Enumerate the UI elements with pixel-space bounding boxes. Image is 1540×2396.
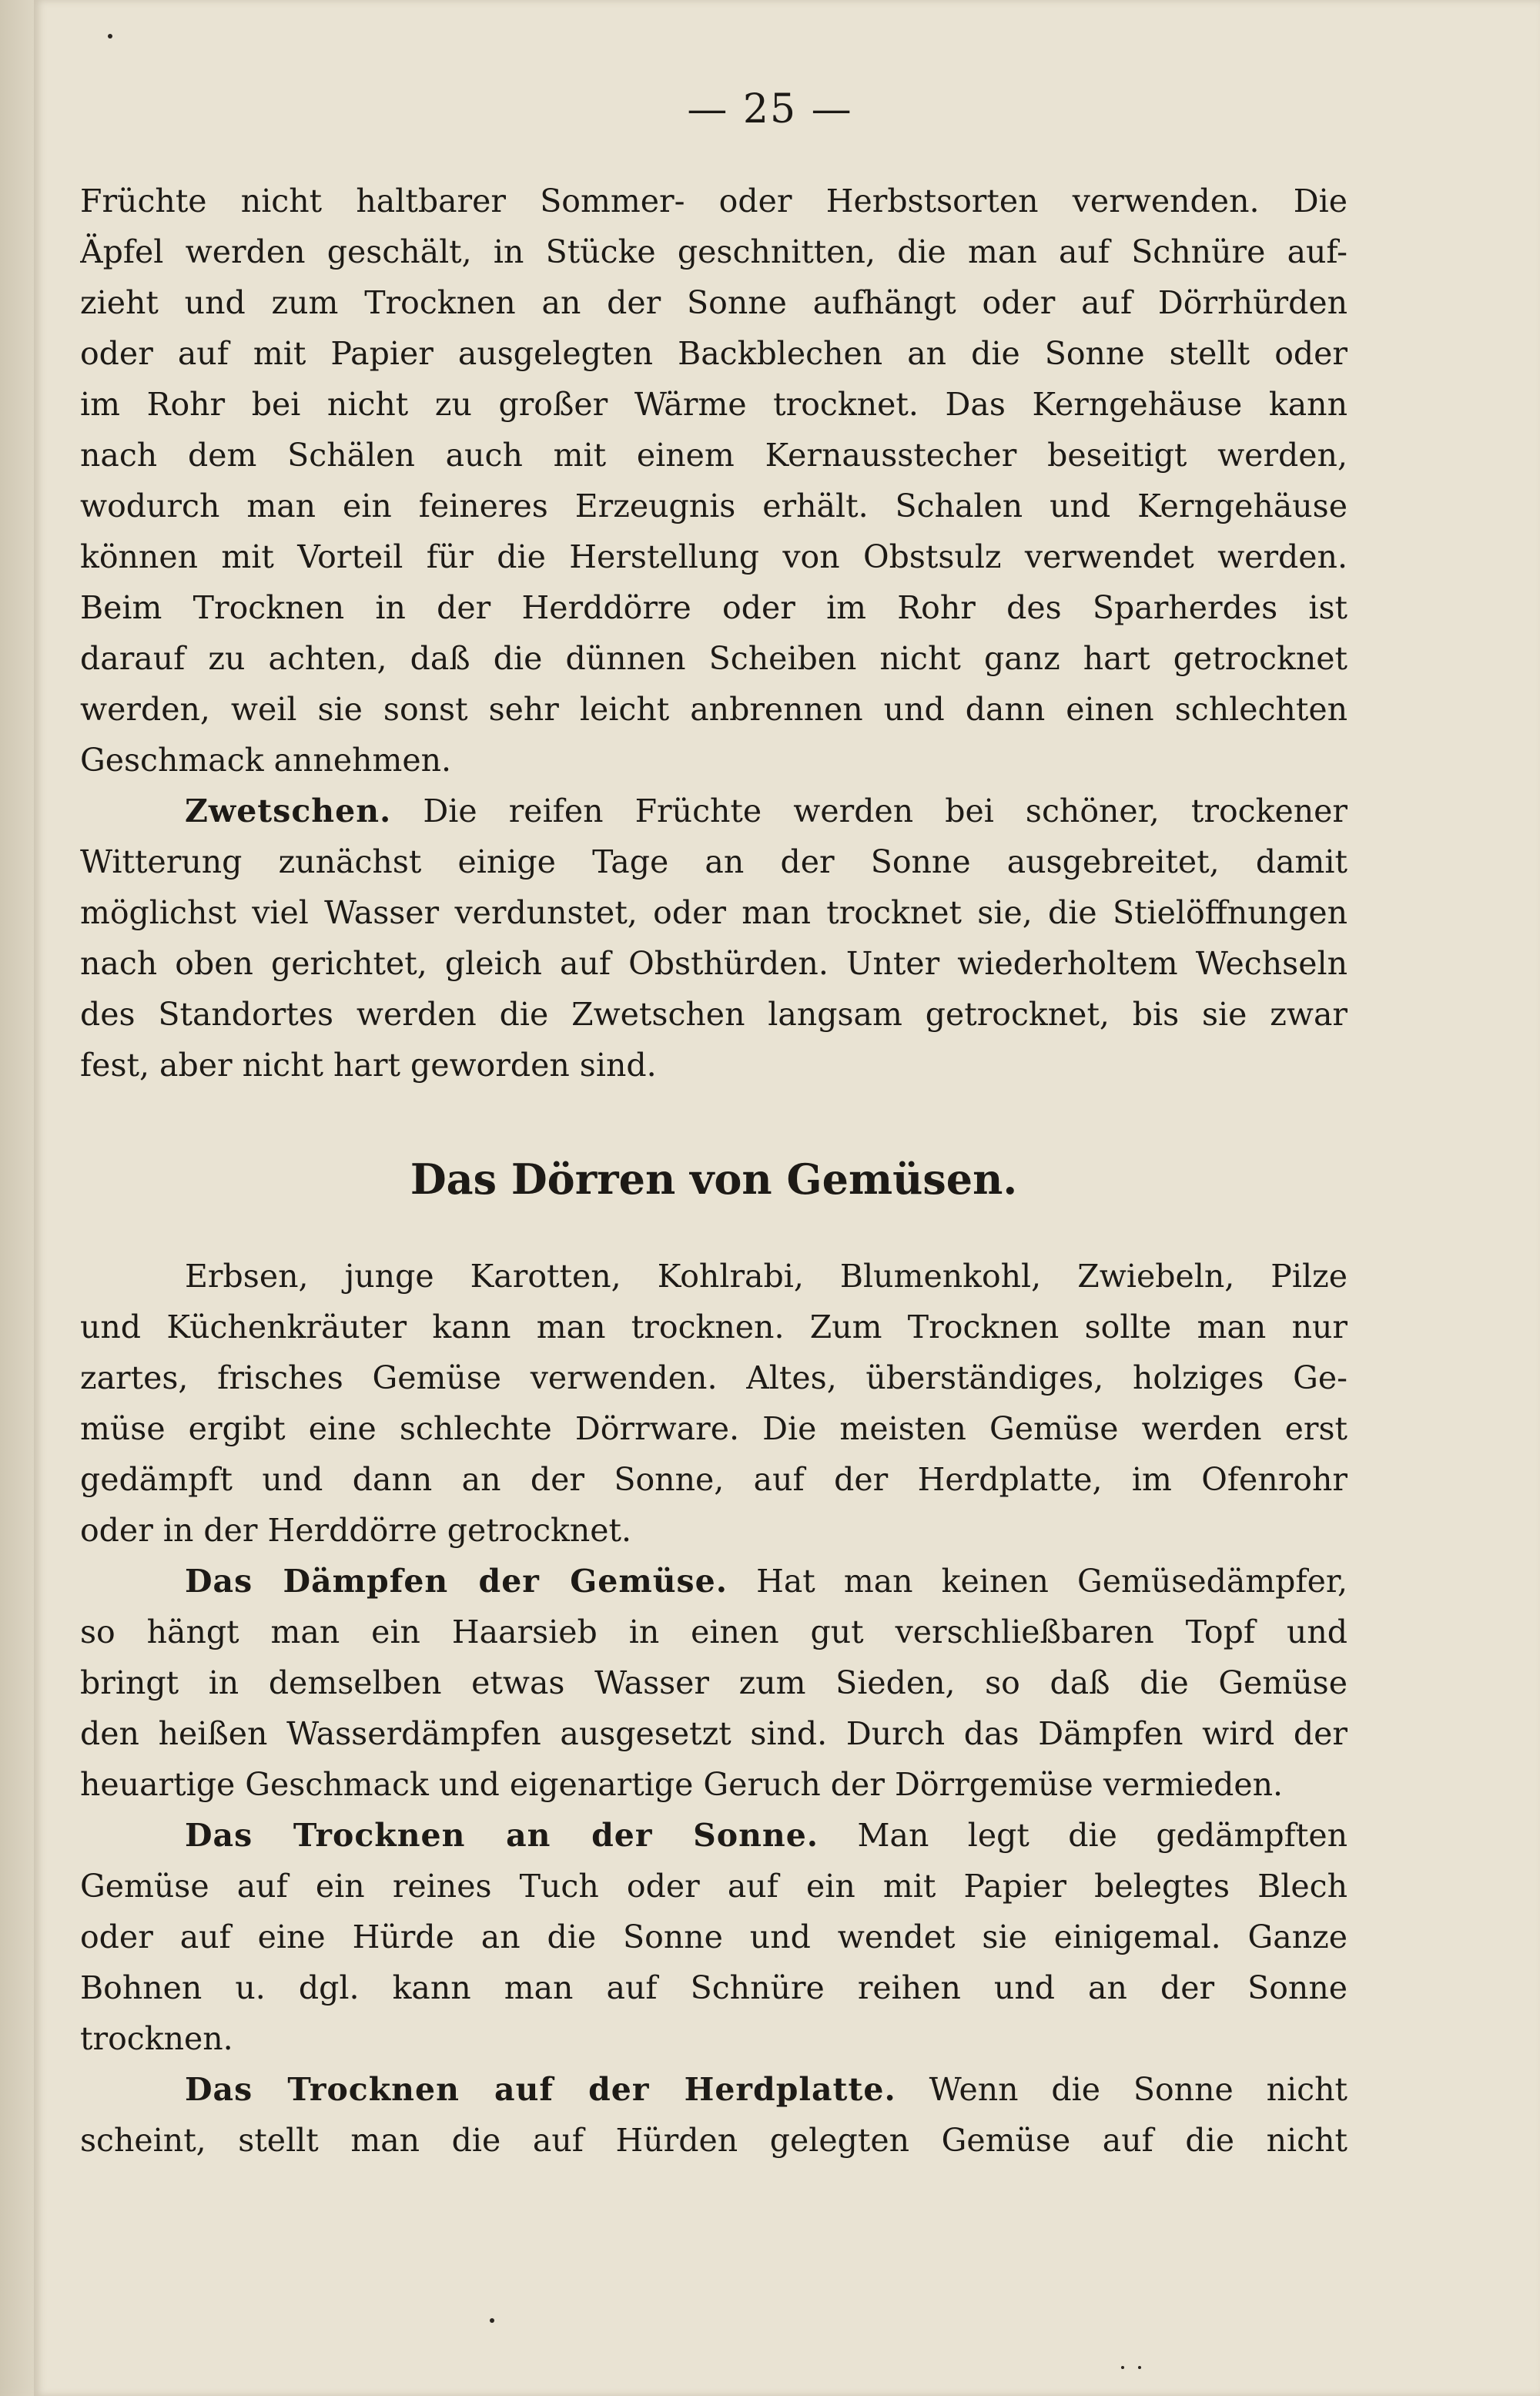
- section-heading: Das Dörren von Gemüsen.: [410, 1154, 1018, 1204]
- ink-speck: [1121, 2366, 1124, 2369]
- text-line: werden, weil sie sonst sehr leicht anbrennen und dann einen schlechten: [80, 691, 1348, 728]
- text-line: möglichst viel Wasser verdunstet, oder man trocknet sie, die Stielöffnungen: [80, 894, 1348, 931]
- paragraph-aepfel: [80, 176, 1348, 786]
- text-line: bringt in demselben etwas Wasser zum Sieden, so daß die Gemüse: [80, 1664, 1348, 1701]
- paragraph-zwetschen: [80, 786, 1348, 1091]
- text-line: Geschmack annehmen.: [80, 742, 452, 779]
- text-line: Erbsen, junge Karotten, Kohlrabi, Blumenkohl, Zwiebeln, Pilze: [185, 1258, 1348, 1295]
- text-line: fest, aber nicht hart geworden sind.: [80, 1047, 657, 1084]
- text-line: Äpfel werden geschält, in Stücke geschnitten, die man auf Schnüre auf-: [80, 233, 1348, 270]
- text-line: wodurch man ein feineres Erzeugnis erhält. Schalen und Kerngehäuse: [80, 488, 1348, 524]
- text-line: zartes, frisches Gemüse verwenden. Altes, überständiges, holziges Ge-: [80, 1359, 1348, 1396]
- text-span: Die reifen Früchte werden bei schöner, trockener: [423, 793, 1348, 829]
- text-line: den heißen Wasserdämpfen ausgesetzt sind. Durch das Dämpfen wird der: [80, 1715, 1348, 1752]
- text-line: zieht und zum Trocknen an der Sonne aufhängt oder auf Dörrhürden: [80, 284, 1348, 321]
- text-line: Bohnen u. dgl. kann man auf Schnüre reihen und an der Sonne: [80, 1969, 1348, 2006]
- text-line: Beim Trocknen in der Herddörre oder im Rohr des Sparherdes ist: [80, 589, 1348, 626]
- text-line: darauf zu achten, daß die dünnen Scheiben nicht ganz hart getrocknet: [80, 640, 1348, 677]
- text-line: können mit Vorteil für die Herstellung von Obstsulz verwendet werden.: [80, 538, 1348, 575]
- text-line: [80, 1810, 1348, 1861]
- text-line: des Standortes werden die Zwetschen langsam getrocknet, bis sie zwar: [80, 996, 1348, 1033]
- subheading-sonne: Das Trocknen an der Sonne.: [185, 1817, 819, 1854]
- ink-speck: [1138, 2366, 1141, 2369]
- subheading-herdplatte: Das Trocknen auf der Herdplatte.: [185, 2071, 896, 2108]
- text-line: Gemüse auf ein reines Tuch oder auf ein mit Papier belegtes Blech: [80, 1868, 1348, 1905]
- book-spine-shadow: [0, 0, 34, 2396]
- text-line: [80, 1556, 1348, 1607]
- text-line: [80, 2064, 1348, 2115]
- text-span: Man legt die gedämpften: [857, 1817, 1348, 1854]
- text-line: und Küchenkräuter kann man trocknen. Zum Trocknen sollte man nur: [80, 1309, 1348, 1345]
- text-line: trocknen.: [80, 2020, 233, 2057]
- text-line: [80, 786, 1348, 836]
- text-line: Witterung zunächst einige Tage an der Sonne ausgebreitet, damit: [80, 843, 1348, 880]
- text-line: so hängt man ein Haarsieb in einen gut verschließbaren Topf und: [80, 1614, 1348, 1650]
- text-span: Hat man keinen Gemüsedämpfer,: [756, 1563, 1348, 1600]
- text-line: oder in der Herddörre getrocknet.: [80, 1512, 632, 1549]
- paragraph-daempfen: [80, 1556, 1348, 1810]
- paragraph-sonne: [80, 1810, 1348, 2064]
- subheading-daempfen: Das Dämpfen der Gemüse.: [185, 1563, 728, 1600]
- paragraph-herdplatte: [80, 2064, 1348, 2166]
- text-line: müse ergibt eine schlechte Dörrware. Die meisten Gemüse werden erst: [80, 1410, 1348, 1447]
- page-number: — 25 —: [687, 86, 853, 132]
- text-line: im Rohr bei nicht zu großer Wärme trocknet. Das Kerngehäuse kann: [80, 386, 1348, 423]
- ink-speck: [108, 34, 112, 39]
- text-line: heuartige Geschmack und eigenartige Geruch der Dörrgemüse vermieden.: [80, 1766, 1284, 1803]
- text-line: oder auf mit Papier ausgelegten Backblechen an die Sonne stellt oder: [80, 335, 1348, 372]
- text-line: oder auf eine Hürde an die Sonne und wendet sie einigemal. Ganze: [80, 1918, 1348, 1955]
- text-span: Wenn die Sonne nicht: [929, 2071, 1348, 2108]
- subheading-zwetschen: Zwetschen.: [185, 793, 392, 829]
- paragraph-gemuese-intro: [80, 1251, 1348, 1556]
- page-text: [80, 176, 1348, 2166]
- text-line: Früchte nicht haltbarer Sommer- oder Herbstsorten verwenden. Die: [80, 183, 1348, 219]
- ink-speck: [490, 2318, 494, 2323]
- text-line: nach dem Schälen auch mit einem Kernausstecher beseitigt werden,: [80, 437, 1348, 474]
- text-line: nach oben gerichtet, gleich auf Obsthürden. Unter wiederholtem Wechseln: [80, 945, 1348, 982]
- text-line: scheint, stellt man die auf Hürden gelegten Gemüse auf die nicht: [80, 2122, 1348, 2159]
- text-line: gedämpft und dann an der Sonne, auf der Herdplatte, im Ofenrohr: [80, 1461, 1348, 1498]
